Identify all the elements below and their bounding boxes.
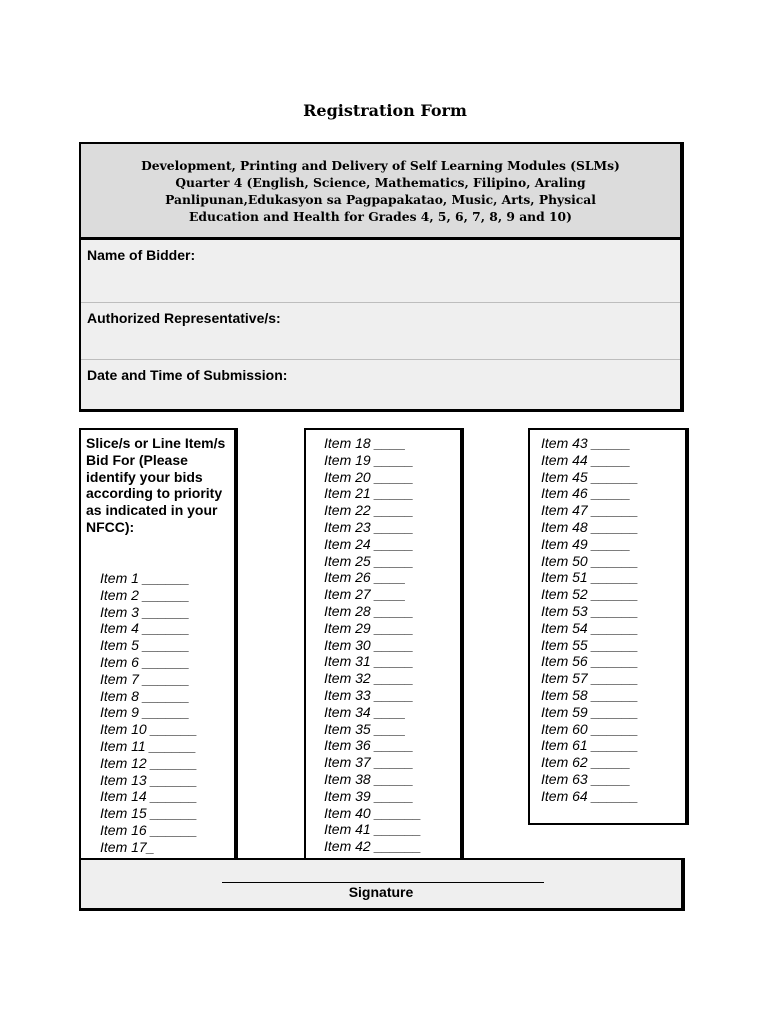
item-entry[interactable]: Item 13 ______ bbox=[100, 771, 198, 788]
authorized-representative-field[interactable] bbox=[81, 303, 680, 360]
name-of-bidder-label: Name of Bidder: bbox=[87, 247, 196, 263]
item-entry[interactable]: Item 25 _____ bbox=[324, 552, 414, 569]
item-entry[interactable]: Item 51 ______ bbox=[541, 569, 639, 586]
item-entry[interactable]: Item 58 ______ bbox=[541, 686, 639, 703]
item-entry[interactable]: Item 46 _____ bbox=[541, 485, 631, 502]
item-entry[interactable]: Item 1 ______ bbox=[100, 570, 190, 586]
item-entry[interactable]: Item 42 ______ bbox=[324, 838, 422, 855]
item-entry[interactable]: Item 39 _____ bbox=[324, 787, 414, 804]
project-description-line: Education and Health for Grades 4, 5, 6, 7, 8, 9 and 10) bbox=[189, 209, 572, 224]
item-entry[interactable]: Item 8 ______ bbox=[100, 687, 190, 704]
item-entry[interactable]: Item 5 ______ bbox=[100, 637, 190, 654]
item-entry[interactable]: Item 34 ____ bbox=[324, 703, 406, 720]
item-entry[interactable]: Item 28 _____ bbox=[324, 602, 414, 619]
item-entry[interactable]: Item 3 ______ bbox=[100, 603, 190, 620]
item-entry[interactable]: Item 57 ______ bbox=[541, 670, 639, 687]
item-entry[interactable]: Item 18 ____ bbox=[324, 435, 406, 451]
item-entry[interactable]: Item 29 _____ bbox=[324, 619, 414, 636]
items-column-1 bbox=[79, 428, 238, 860]
item-entry[interactable]: Item 24 _____ bbox=[324, 535, 414, 552]
item-entry[interactable]: Item 50 ______ bbox=[541, 552, 639, 569]
signature-label: Signature bbox=[348, 884, 414, 900]
item-list bbox=[100, 570, 197, 856]
item-entry[interactable]: Item 21 _____ bbox=[324, 485, 414, 502]
item-entry[interactable]: Item 63 _____ bbox=[541, 770, 631, 787]
signature-line[interactable] bbox=[222, 882, 544, 883]
item-entry[interactable]: Item 22 _____ bbox=[324, 502, 414, 519]
item-entry[interactable]: Item 61 ______ bbox=[541, 737, 639, 754]
item-entry[interactable]: Item 14 ______ bbox=[100, 788, 198, 805]
item-entry[interactable]: Item 9 ______ bbox=[100, 704, 190, 721]
item-entry[interactable]: Item 19 _____ bbox=[324, 451, 414, 468]
item-entry[interactable]: Item 48 ______ bbox=[541, 518, 639, 535]
item-entry[interactable]: Item 47 ______ bbox=[541, 502, 639, 519]
item-entry[interactable]: Item 33 _____ bbox=[324, 686, 414, 703]
item-entry[interactable]: Item 31 _____ bbox=[324, 653, 414, 670]
item-list bbox=[541, 435, 638, 805]
project-description-line: Quarter 4 (English, Science, Mathematics, Filipino, Araling bbox=[175, 175, 586, 190]
project-description-line: Development, Printing and Delivery of Self Learning Modules (SLMs) bbox=[141, 158, 620, 173]
item-entry[interactable]: Item 56 ______ bbox=[541, 653, 639, 670]
item-entry[interactable]: Item 4 ______ bbox=[100, 620, 190, 637]
bidder-info-table bbox=[79, 142, 684, 412]
project-description-line: Panlipunan,Edukasyon sa Pagpapakatao, Music, Arts, Physical bbox=[165, 192, 596, 207]
item-entry[interactable]: Item 54 ______ bbox=[541, 619, 639, 636]
item-entry[interactable]: Item 16 ______ bbox=[100, 821, 198, 838]
item-entry[interactable]: Item 30 _____ bbox=[324, 636, 414, 653]
items-column-3 bbox=[528, 428, 689, 825]
item-list bbox=[324, 435, 421, 855]
item-entry[interactable]: Item 15 ______ bbox=[100, 805, 198, 822]
item-entry[interactable]: Item 60 ______ bbox=[541, 720, 639, 737]
item-entry[interactable]: Item 40 ______ bbox=[324, 804, 422, 821]
item-entry[interactable]: Item 6 ______ bbox=[100, 653, 190, 670]
slice-instructions: Slice/s or Line Item/s Bid For (Please identify your bids according to priority as indicated in your NFCC): bbox=[86, 435, 226, 535]
form-title: Registration Form bbox=[303, 101, 467, 120]
item-entry[interactable]: Item 11 ______ bbox=[100, 737, 197, 754]
item-entry[interactable]: Item 53 ______ bbox=[541, 602, 639, 619]
item-entry[interactable]: Item 62 _____ bbox=[541, 754, 631, 771]
item-entry[interactable]: Item 27 ____ bbox=[324, 586, 406, 603]
item-entry[interactable]: Item 37 _____ bbox=[324, 754, 414, 771]
project-description bbox=[81, 144, 680, 240]
items-column-2 bbox=[304, 428, 464, 860]
item-entry[interactable]: Item 38 _____ bbox=[324, 770, 414, 787]
item-entry[interactable]: Item 20 _____ bbox=[324, 468, 414, 485]
item-entry[interactable]: Item 35 ____ bbox=[324, 720, 406, 737]
item-entry[interactable]: Item 64 ______ bbox=[541, 787, 639, 804]
item-entry[interactable]: Item 7 ______ bbox=[100, 670, 190, 687]
item-entry[interactable]: Item 23 _____ bbox=[324, 518, 414, 535]
item-entry[interactable]: Item 26 ____ bbox=[324, 569, 406, 586]
item-entry[interactable]: Item 44 _____ bbox=[541, 451, 631, 468]
signature-box bbox=[79, 858, 685, 911]
date-time-submission-label: Date and Time of Submission: bbox=[87, 367, 288, 383]
item-entry[interactable]: Item 43 _____ bbox=[541, 435, 631, 451]
item-entry[interactable]: Item 55 ______ bbox=[541, 636, 639, 653]
item-entry[interactable]: Item 59 ______ bbox=[541, 703, 639, 720]
item-entry[interactable]: Item 41 ______ bbox=[324, 821, 422, 838]
item-entry[interactable]: Item 17_ bbox=[100, 838, 155, 855]
item-entry[interactable]: Item 10 ______ bbox=[100, 721, 198, 738]
item-entry[interactable]: Item 12 ______ bbox=[100, 754, 198, 771]
authorized-representative-label: Authorized Representative/s: bbox=[87, 310, 281, 326]
item-entry[interactable]: Item 45 ______ bbox=[541, 468, 639, 485]
item-entry[interactable]: Item 49 _____ bbox=[541, 535, 631, 552]
item-entry[interactable]: Item 32 _____ bbox=[324, 670, 414, 687]
item-entry[interactable]: Item 36 _____ bbox=[324, 737, 414, 754]
item-entry[interactable]: Item 2 ______ bbox=[100, 586, 190, 603]
item-entry[interactable]: Item 52 ______ bbox=[541, 586, 639, 603]
name-of-bidder-field[interactable] bbox=[81, 240, 680, 303]
date-time-submission-field[interactable] bbox=[81, 360, 680, 411]
